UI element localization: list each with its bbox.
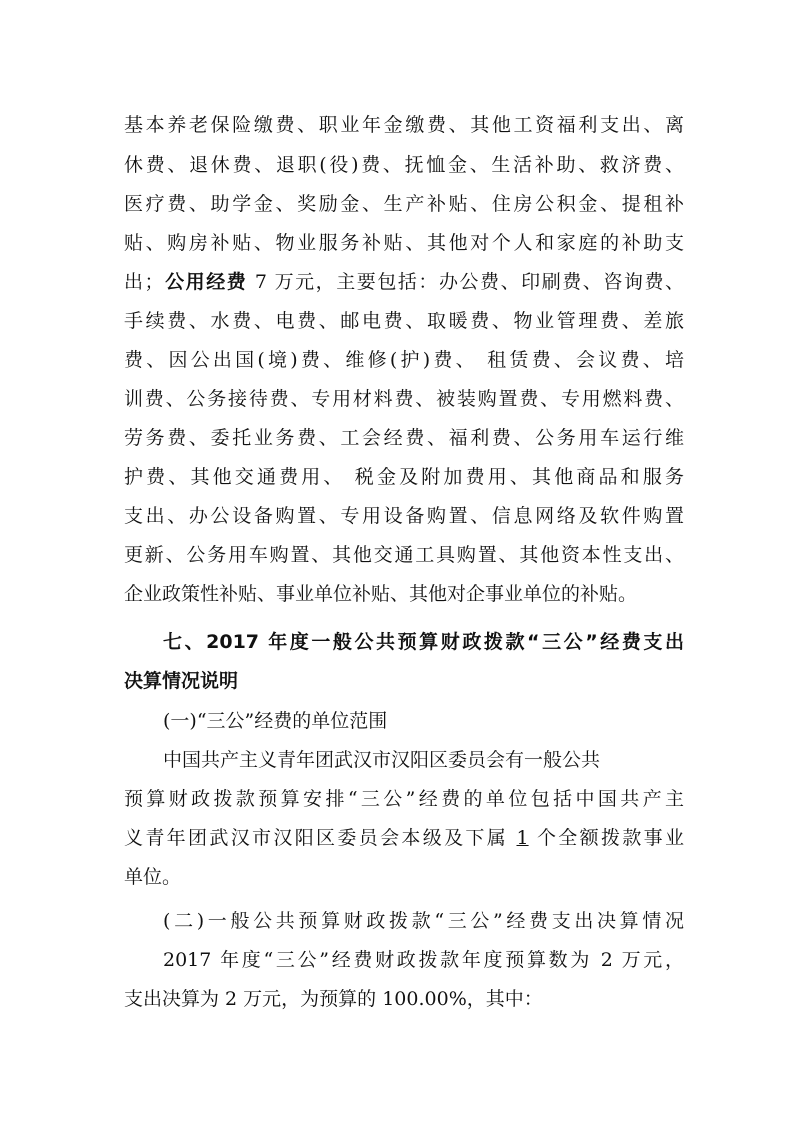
text-run: 义青年团武汉市汉阳区委员会本级及下属 bbox=[124, 827, 517, 849]
text-run: 7 万元，主要包括：办公费、印刷费、咨询费、 bbox=[247, 271, 684, 293]
body-text-line: 企业政策性补贴、事业单位补贴、其他对企事业单位的补贴。 bbox=[124, 583, 638, 605]
body-text-line: 训费、公务接待费、专用材料费、被装购置费、专用燃料费、 bbox=[124, 388, 684, 410]
body-text-line bbox=[124, 269, 684, 295]
body-text-line: 2017 年度“三公”经费财政拨款年度预算数为 2 万元， bbox=[163, 949, 684, 971]
body-text-line: 单位。 bbox=[124, 866, 182, 888]
body-text-line: 医疗费、助学金、奖励金、生产补贴、住房公积金、提租补 bbox=[124, 193, 684, 215]
body-text-line: 贴、购房补贴、物业服务补贴、其他对个人和家庭的补助支 bbox=[124, 232, 684, 254]
unit-count: 1 bbox=[516, 827, 529, 849]
body-text-line: 预算财政拨款预算安排“三公”经费的单位包括中国共产主 bbox=[124, 788, 684, 810]
body-text-line: 护费、其他交通费用、 税金及附加费用、其他商品和服务 bbox=[124, 466, 684, 488]
body-text-line bbox=[124, 825, 684, 851]
body-text-line: 手续费、水费、电费、邮电费、取暖费、物业管理费、差旅 bbox=[124, 310, 684, 332]
subsection-heading: (二)一般公共预算财政拨款“三公”经费支出决算情况 bbox=[163, 910, 684, 932]
body-text-line: 休费、退休费、退职(役)费、抚恤金、生活补助、救济费、 bbox=[124, 154, 684, 176]
subsection-heading: (一)“三公”经费的单位范围 bbox=[163, 710, 388, 732]
body-text-line: 基本养老保险缴费、职业年金缴费、其他工资福利支出、离 bbox=[124, 114, 684, 136]
body-text-line: 劳务费、委托业务费、工会经费、福利费、公务用车运行维 bbox=[124, 427, 684, 449]
body-text-line: 支出决算为 2 万元，为预算的 100.00%，其中： bbox=[124, 988, 543, 1010]
public-funds-label: 公用经费 bbox=[163, 271, 248, 293]
text-run: 个全额拨款事业 bbox=[528, 827, 684, 849]
body-text-line: 更新、公务用车购置、其他交通工具购置、其他资本性支出、 bbox=[124, 544, 684, 566]
section-heading-cont: 决算情况说明 bbox=[124, 670, 239, 692]
body-text-line: 中国共产主义青年团武汉市汉阳区委员会有一般公共 bbox=[163, 749, 601, 771]
body-text-line: 支出、办公设备购置、专用设备购置、信息网络及软件购置 bbox=[124, 505, 684, 527]
text-run: 出； bbox=[124, 271, 164, 293]
body-text-line: 费、因公出国(境)费、维修(护)费、 租赁费、会议费、培 bbox=[124, 349, 684, 371]
section-heading: 七、2017 年度一般公共预算财政拨款“三公”经费支出 bbox=[163, 631, 684, 653]
